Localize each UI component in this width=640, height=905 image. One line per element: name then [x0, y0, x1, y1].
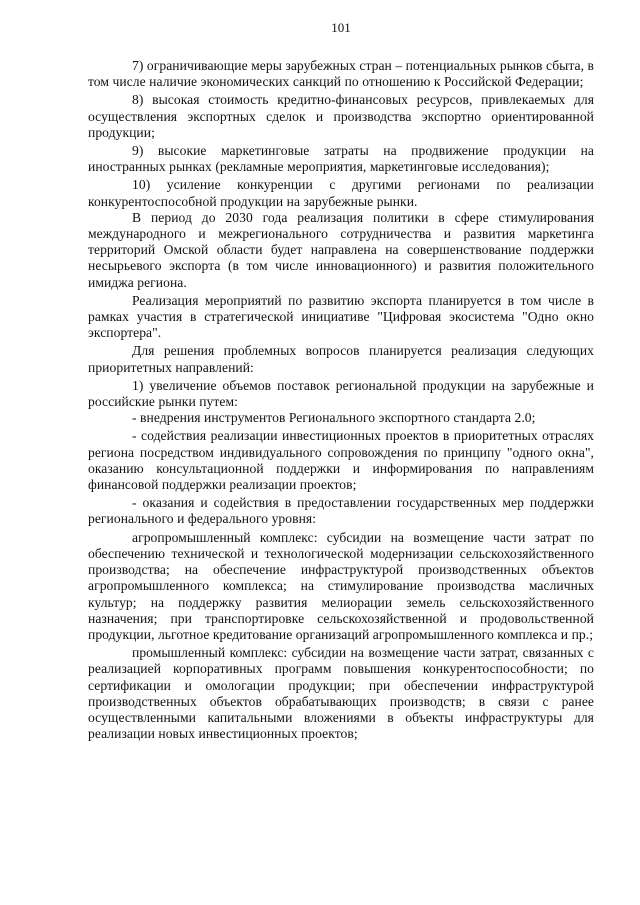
paragraph-item-9: 9) высокие маркетинговые затраты на продвижение продукции на иностранных рынках (рекламные мероприятия, маркетинговые исследования); — [88, 143, 594, 175]
paragraph-period-2030: В период до 2030 года реализация политики в сфере стимулирования международного и межрегионального сотрудничества и развития маркетинга территорий Омской области будет направлена на совершенствование поддержки несырьевого экспорта (в том числе инновационного) и развития положительного имиджа региона. — [88, 209, 594, 290]
paragraph-export-initiative: Реализация мероприятий по развитию экспорта планируется в том числе в рамках участия в стратегической инициативе "Цифровая экосистема "Одно окно экспортера". — [88, 292, 594, 341]
bullet-export-standard: - внедрения инструментов Регионального экспортного стандарта 2.0; — [132, 410, 536, 426]
paragraph-item-10: 10) усиление конкуренции с другими регионами по реализации конкурентоспособной продукции на зарубежные рынки. — [88, 177, 594, 209]
paragraph-item-8: 8) высокая стоимость кредитно-финансовых ресурсов, привлекаемых для осуществления экспортных сделок и производства экспортно ориентированной продукции; — [88, 92, 594, 140]
paragraph-priority-directions: Для решения проблемных вопросов планируется реализация следующих приоритетных направлений: — [88, 343, 594, 375]
bullet-investment-support: - содействия реализации инвестиционных проектов в приоритетных отраслях региона посредством индивидуального сопровождения по принципу "одного окна", оказанию консультационной поддержки и информирования по направлениям финансовой поддержки реализации проектов; — [88, 428, 594, 493]
paragraph-direction-1: 1) увеличение объемов поставок региональной продукции на зарубежные и российские рынки путем: — [88, 377, 594, 410]
bullet-state-support: - оказания и содействия в предоставлении государственных мер поддержки регионального и федерального уровня: — [88, 495, 594, 527]
document-page — [88, 20, 594, 742]
paragraph-industrial-complex: промышленный комплекс: субсидии на возмещение части затрат, связанных с реализацией корпоративных программ повышения конкурентоспособности; по сертификации и омологации продукции; при обеспечении инфраструктурой производственных объектов обрабатывающих производств; в связи с ранее осуществленными капитальными вложениями в объекты инфраструктуры для реализации новых инвестиционных проектов; — [88, 645, 594, 742]
paragraph-agro-complex: агропромышленный комплекс: субсидии на возмещение части затрат по обеспечению технической и технологической модернизации сельскохозяйственного производства; на обеспечение инфраструктурой производственных объектов агропромышленного комплекса; на стимулирование производства масличных культур; на поддержку развития мелиорации земель сельскохозяйственного назначения; при транспортировке сельскохозяйственной и продовольственной продукции, льготное кредитование организаций агропромышленного комплекса и пр.; — [88, 529, 594, 642]
paragraph-item-7: 7) ограничивающие меры зарубежных стран – потенциальных рынков сбыта, в том числе наличие экономических санкций по отношению к Российской Федерации; — [88, 58, 594, 90]
page-number: 101 — [331, 20, 351, 35]
